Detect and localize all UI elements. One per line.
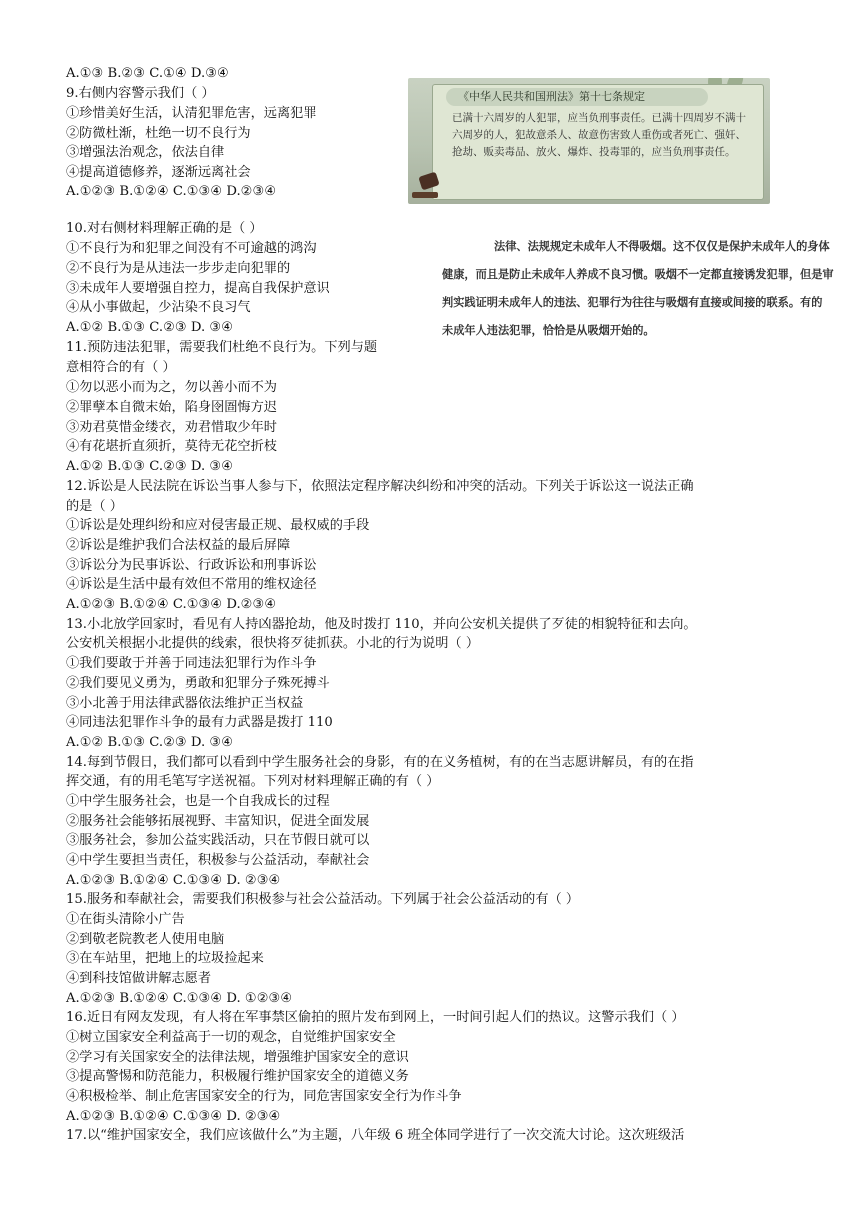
question-line: 9.右侧内容警示我们（ ） (66, 86, 215, 101)
question-line: A.①③ B.②③ C.①④ D.③④ (66, 66, 229, 81)
question-line: ③诉讼分为民事诉讼、行政诉讼和刑事诉讼 (66, 558, 317, 573)
question-line: ④提高道德修养，逐渐远离社会 (66, 165, 251, 180)
gavel-base-icon (412, 192, 438, 198)
question-line: ①勿以恶小而为之，勿以善小而不为 (66, 380, 277, 395)
question-line: 公安机关根据小北提供的线索，很快将歹徒抓获。小北的行为说明（ ） (66, 636, 480, 651)
question-line: 11.预防违法犯罪，需要我们杜绝不良行为。下列与题 (66, 340, 378, 355)
question-line: A.①②③ B.①②④ C.①③④ D.②③④ (66, 184, 277, 199)
question-line: ③在车站里，把地上的垃圾捡起来 (66, 951, 264, 966)
question-line: A.①②③ B.①②④ C.①③④ D. ②③④ (66, 1109, 281, 1124)
question-line: ①中学生服务社会，也是一个自我成长的过程 (66, 794, 330, 809)
question-line: 10.对右侧材料理解正确的是（ ） (66, 221, 263, 236)
question-line: ④积极检举、制止危害国家安全的行为，同危害国家安全行为作斗争 (66, 1089, 462, 1104)
law-board-title: 《中华人民共和国刑法》第十七条规定 (446, 88, 708, 106)
question-line: A.①②③ B.①②④ C.①③④ D. ①②③④ (66, 991, 293, 1006)
question-line: 的是（ ） (66, 499, 123, 514)
question-line: 15.服务和奉献社会，需要我们积极参与社会公益活动。下列属于社会公益活动的有（ ） (66, 892, 580, 907)
smoking-material-line: 未成年人违法犯罪，恰恰是从吸烟开始的。 (442, 324, 655, 337)
question-line: 16.近日有网友发现，有人将在军事禁区偷拍的照片发布到网上，一时间引起人们的热议。这警示我们（ ） (66, 1010, 685, 1025)
question-line: ④到科技馆做讲解志愿者 (66, 971, 212, 986)
question-line: ②学习有关国家安全的法律法规，增强维护国家安全的意识 (66, 1050, 409, 1065)
question-line: ③提高警惕和防范能力，积极履行维护国家安全的道德义务 (66, 1069, 409, 1084)
question-line: ③未成年人要增强自控力，提高自我保护意识 (66, 281, 330, 296)
question-line: A.①② B.①③ C.②③ D. ③④ (66, 735, 234, 750)
question-line: ④中学生要担当责任，积极参与公益活动，奉献社会 (66, 853, 370, 868)
question-line: ③服务社会，参加公益实践活动，只在节假日就可以 (66, 833, 370, 848)
question-line: ②到敬老院教老人使用电脑 (66, 932, 225, 947)
question-line: ①不良行为和犯罪之间没有不可逾越的鸿沟 (66, 241, 317, 256)
question-line: ①树立国家安全利益高于一切的观念，自觉维护国家安全 (66, 1030, 396, 1045)
question-line: ④从小事做起，少沾染不良习气 (66, 300, 251, 315)
question-line: 12.诉讼是人民法院在诉讼当事人参与下，依照法定程序解决纠纷和冲突的活动。下列关于诉讼这一说法正确 (66, 479, 694, 494)
smoking-material-line: 判实践证明未成年人的违法、犯罪行为往往与吸烟有直接或间接的联系。有的 (442, 296, 823, 309)
question-line: A.①② B.①③ C.②③ D. ③④ (66, 459, 234, 474)
question-line: ②诉讼是维护我们合法权益的最后屏障 (66, 538, 291, 553)
question-line: ①珍惜美好生活，认清犯罪危害，远离犯罪 (66, 106, 317, 121)
question-line: ②不良行为是从违法一步步走向犯罪的 (66, 261, 291, 276)
question-line: 17.以“维护国家安全，我们应该做什么”为主题，八年级 6 班全体同学进行了一次交流大讨论。这次班级活 (66, 1128, 685, 1143)
smoking-material-line: 法律、法规规定未成年人不得吸烟。这不仅仅是保护未成年人的身体 (494, 240, 830, 253)
question-line: ③小北善于用法律武器依法维护正当权益 (66, 696, 304, 711)
question-line: 意相符合的有（ ） (66, 360, 176, 375)
question-line: ②防微杜渐，杜绝一切不良行为 (66, 126, 251, 141)
question-line: ③增强法治观念，依法自律 (66, 145, 225, 160)
question-line: ④同违法犯罪作斗争的最有力武器是拨打 110 (66, 715, 333, 730)
question-line: 13.小北放学回家时，看见有人持凶器抢劫，他及时拨打 110，并向公安机关提供了歹徒的相貌特征和去向。 (66, 617, 697, 632)
smoking-material-line: 健康，而且是防止未成年人养成不良习惯。吸烟不一定都直接诱发犯罪，但是审 (442, 268, 834, 281)
law-board-text: 已满十六周岁的人犯罪，应当负刑事责任。已满十四周岁不满十六周岁的人，犯故意杀人、故意伤害致人重伤或者死亡、强奸、抢劫、贩卖毒品、放火、爆炸、投毒罪的，应当负刑事责任。 (452, 112, 746, 158)
question-line: 14.每到节假日，我们都可以看到中学生服务社会的身影，有的在义务植树，有的在当志愿讲解员，有的在指 (66, 755, 694, 770)
question-line: ②我们要见义勇为，勇敢和犯罪分子殊死搏斗 (66, 676, 330, 691)
smoking-material-text (442, 233, 834, 345)
question-line: ①在街头清除小广告 (66, 912, 185, 927)
question-line: ②服务社会能够拓展视野、丰富知识，促进全面发展 (66, 814, 370, 829)
question-line: ④有花堪折直须折，莫待无花空折枝 (66, 439, 277, 454)
question-line: 挥交通，有的用毛笔写字送祝福。下列对材料理解正确的有（ ） (66, 774, 440, 789)
question-line: A.①②③ B.①②④ C.①③④ D.②③④ (66, 597, 277, 612)
question-line: A.①② B.①③ C.②③ D. ③④ (66, 320, 234, 335)
question-line: ④诉讼是生活中最有效但不常用的维权途径 (66, 577, 317, 592)
criminal-law-article-image (408, 78, 770, 204)
question-line: ①我们要敢于并善于同违法犯罪行为作斗争 (66, 656, 317, 671)
question-line: ②罪孽本自微末始，陷身囹圄悔方迟 (66, 400, 277, 415)
question-line: ①诉讼是处理纠纷和应对侵害最正规、最权威的手段 (66, 518, 370, 533)
question-line: A.①②③ B.①②④ C.①③④ D. ②③④ (66, 873, 281, 888)
question-line: ③劝君莫惜金缕衣，劝君惜取少年时 (66, 420, 277, 435)
